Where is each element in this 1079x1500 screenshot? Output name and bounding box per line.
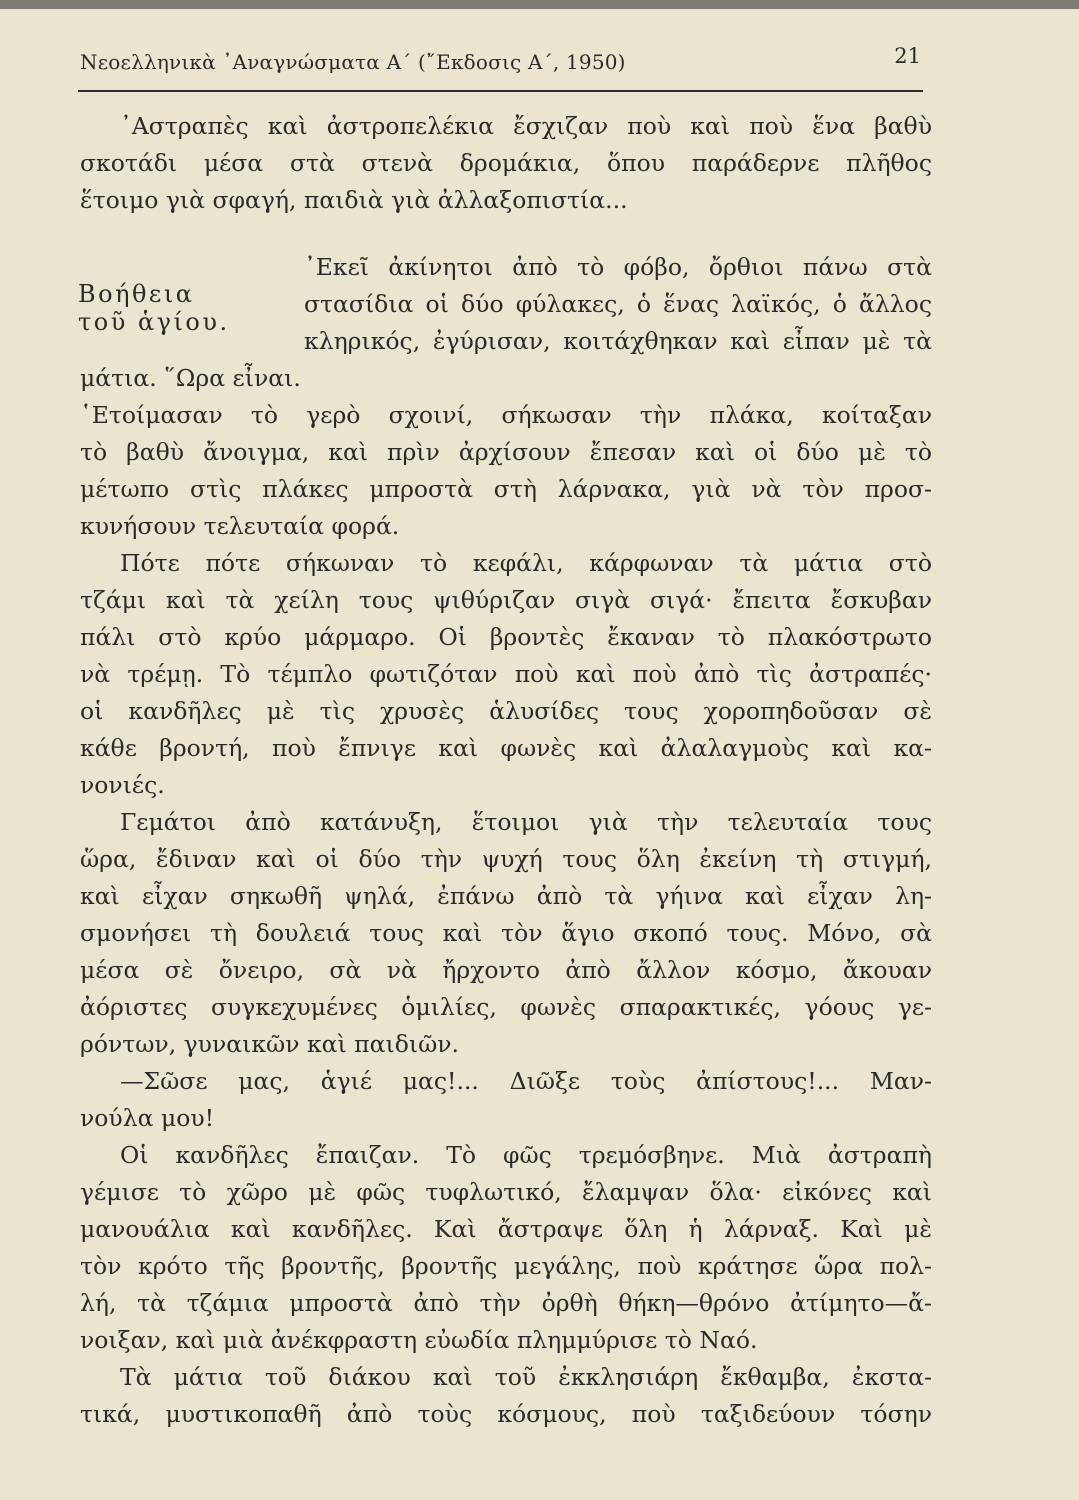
book-title: Νεοελληνικὰ ᾿Αναγνώσματα Α΄ (῎Εκδοσις Α΄, 1950)	[80, 50, 626, 74]
text-line: κληρικός, ἐγύρισαν, κοιτάχθηκαν καὶ εἶπαν μὲ τὰ	[304, 327, 932, 355]
text-line: οἱ κανδῆλες μὲ τὶς χρυσὲς ἁλυσίδες τους χοροπηδοῦσαν σὲ	[80, 697, 932, 725]
text-line: ρόντων, γυναικῶν καὶ παιδιῶν.	[80, 1030, 459, 1058]
text-line: πάλι στὸ κρύο μάρμαρο. Οἱ βροντὲς ἔκαναν τὸ πλακόστρωτο	[80, 623, 932, 651]
text-line: μάτια. ῞Ωρα εἶναι.	[80, 364, 301, 392]
margin-note-line: τοῦ ἁγίου.	[78, 308, 230, 336]
page-number: 21	[894, 44, 921, 68]
text-line: νούλα μου!	[80, 1104, 215, 1132]
text-line: τὸ βαθὺ ἄνοιγμα, καὶ πρὶν ἀρχίσουν ἔπεσαν καὶ οἱ δύο μὲ τὸ	[80, 438, 932, 466]
text-line: Τὰ μάτια τοῦ διάκου καὶ τοῦ ἐκκλησιάρη ἔκθαμβα, ἐκστα-	[120, 1363, 932, 1391]
text-line: Οἱ κανδῆλες ἔπαιζαν. Τὸ φῶς τρεμόσβηνε. Μιὰ ἀστραπὴ	[120, 1141, 932, 1169]
text-line: νὰ τρέμῃ. Τὸ τέμπλο φωτιζόταν ποὺ καὶ ποὺ ἀπὸ τὶς ἀστραπές·	[80, 660, 932, 688]
text-line: μέσα σὲ ὄνειρο, σὰ νὰ ἤρχοντο ἀπὸ ἄλλον κόσμο, ἄκουαν	[80, 956, 932, 984]
text-line: σκοτάδι μέσα στὰ στενὰ δρομάκια, ὅπου παράδερνε πλῆθος	[80, 149, 932, 177]
text-line: Πότε πότε σήκωναν τὸ κεφάλι, κάρφωναν τὰ μάτια στὸ	[120, 549, 932, 577]
text-line: τζάμι καὶ τὰ χείλη τους ψιθύριζαν σιγὰ σιγά· ἔπειτα ἔσκυβαν	[80, 586, 932, 614]
text-line: Γεμάτοι ἀπὸ κατάνυξη, ἕτοιμοι γιὰ τὴν τελευταία τους	[120, 808, 932, 836]
text-line: νοιξαν, καὶ μιὰ ἀνέκφραστη εὐωδία πλημμύρισε τὸ Ναό.	[80, 1326, 758, 1354]
text-line: γέμισε τὸ χῶρο μὲ φῶς τυφλωτικό, ἔλαμψαν ὅλα· εἰκόνες καὶ	[80, 1178, 932, 1206]
text-line: —Σῶσε μας, ἁγιέ μας!... Διῶξε τοὺς ἀπίστους!... Μαν-	[120, 1067, 932, 1095]
text-line: ῾Ετοίμασαν τὸ γερὸ σχοινί, σήκωσαν τὴν πλάκα, κοίταξαν	[80, 401, 932, 429]
text-line: στασίδια οἱ δύο φύλακες, ὁ ἕνας λαϊκός, ὁ ἄλλος	[304, 290, 932, 318]
running-header	[78, 44, 923, 92]
text-line: ὥρα, ἔδιναν καὶ οἱ δύο τὴν ψυχή τους ὅλη ἐκείνη τὴ στιγμή,	[80, 845, 932, 873]
text-line: λή, τὰ τζάμια μπροστὰ ἀπὸ τὴν ὀρθὴ θήκη—θρόνο ἀτίμητο—ἄ-	[80, 1289, 932, 1317]
text-line: τικά, μυστικοπαθῆ ἀπὸ τοὺς κόσμους, ποὺ ταξιδεύουν τόσην	[80, 1400, 932, 1428]
paragraph-gap	[80, 219, 932, 249]
text-line: κυνήσουν τελευταία φορά.	[80, 512, 400, 540]
text-line: ἕτοιμο γιὰ σφαγή, παιδιὰ γιὰ ἀλλαξοπιστία...	[80, 186, 628, 214]
margin-note-line: Βοήθεια	[78, 280, 195, 308]
text-line: μέτωπο στὶς πλάκες μπροστὰ στὴ λάρνακα, γιὰ νὰ τὸν προσ-	[80, 475, 932, 503]
text-line: τὸν κρότο τῆς βροντῆς, βροντῆς μεγάλης, ποὺ κράτησε ὥρα πολ-	[80, 1252, 932, 1280]
text-line: κάθε βροντή, ποὺ ἔπνιγε καὶ φωνὲς καὶ ἀλαλαγμοὺς καὶ κα-	[80, 734, 932, 762]
text-line: καὶ εἶχαν σηκωθῆ ψηλά, ἐπάνω ἀπὸ τὰ γήινα καὶ εἶχαν λη-	[80, 882, 932, 910]
text-line: σμονήσει τὴ δουλειά τους καὶ τὸν ἅγιο σκοπό τους. Μόνο, σὰ	[80, 919, 932, 947]
page-top-edge	[0, 0, 1079, 9]
text-line: ᾿Αστραπὲς καὶ ἀστροπελέκια ἔσχιζαν ποὺ καὶ ποὺ ἕνα βαθὺ	[120, 112, 932, 140]
text-line: νονιές.	[80, 771, 165, 799]
text-line: ἀόριστες συγκεχυμένες ὁμιλίες, φωνὲς σπαρακτικές, γόους γε-	[80, 993, 932, 1021]
text-line: μανουάλια καὶ κανδῆλες. Καὶ ἄστραψε ὅλη ἡ λάρναξ. Καὶ μὲ	[80, 1215, 932, 1243]
text-line: ᾿Εκεῖ ἀκίνητοι ἀπὸ τὸ φόβο, ὄρθιοι πάνω στὰ	[304, 253, 932, 281]
body-text	[80, 108, 932, 1433]
